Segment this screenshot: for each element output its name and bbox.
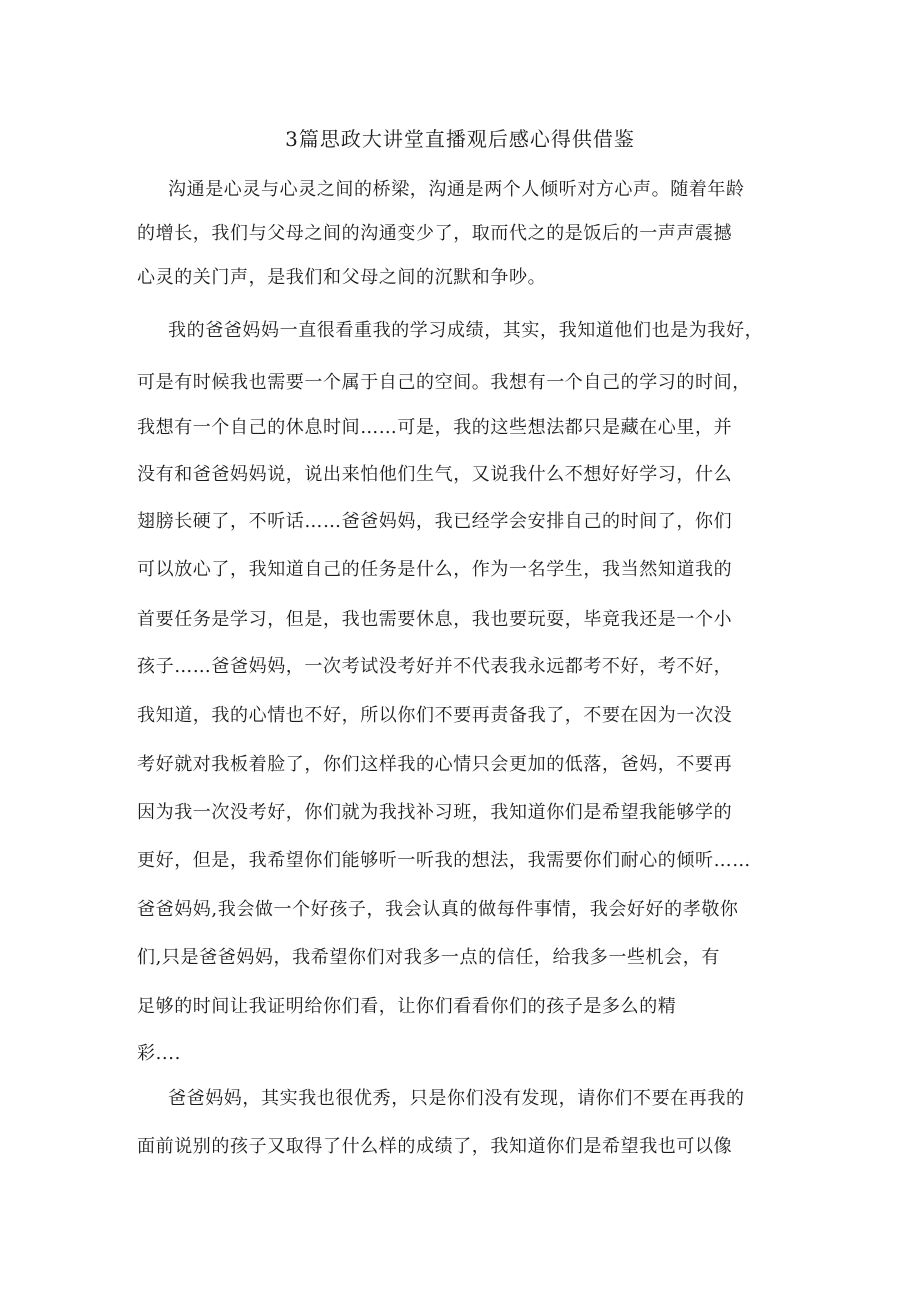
text-line: 们,只是爸爸妈妈，我希望你们对我多一点的信任，给我多一些机会，有 [137,947,720,968]
text-line: 没有和爸爸妈妈说，说出来怕他们生气，又说我什么不想好好学习，什么 [137,464,733,485]
text-line: 考好就对我板着脸了，你们这样我的心情只会更加的低落，爸妈，不要再 [137,754,733,775]
text-line: 孩子……爸爸妈妈，一次考试没考好并不代表我永远都考不好，考不好， [137,656,733,677]
text-line: 我知道，我的心情也不好，所以你们不要再责备我了，不要在因为一次没 [137,705,733,726]
text-line: 翅膀长硬了，不听话……爸爸妈妈，我已经学会安排自己的时间了，你们 [137,511,733,532]
text-line: 更好，但是，我希望你们能够听一听我的想法，我需要你们耐心的倾听…… [137,850,751,871]
text-line: 沟通是心灵与心灵之间的桥梁，沟通是两个人倾听对方心声。随着年龄 [168,179,745,200]
text-line: 我想有一个自己的休息时间……可是，我的这些想法都只是藏在心里，并 [137,417,733,438]
text-line: 我的爸爸妈妈一直很看重我的学习成绩，其实，我知道他们也是为我好， [168,320,764,341]
text-line: 爸爸妈妈,我会做一个好孩子，我会认真的做每件事情，我会好好的孝敬你 [137,899,739,920]
text-line: 足够的时间让我证明给你们看，让你们看看你们的孩子是多么的精 [137,996,677,1017]
text-line: 彩.... [137,1043,181,1064]
text-line: 可以放心了，我知道自己的任务是什么，作为一名学生，我当然知道我的 [137,559,733,580]
text-line: 因为我一次没考好，你们就为我找补习班，我知道你们是希望我能够学的 [137,802,733,823]
text-line: 首要任务是学习，但是，我也需要休息，我也要玩耍，毕竟我还是一个小 [137,609,733,630]
text-line: 心灵的关门声，是我们和父母之间的沉默和争吵。 [137,267,547,288]
text-line: 面前说别的孩子又取得了什么样的成绩了，我知道你们是希望我也可以像 [137,1136,733,1157]
text-line: 可是有时候我也需要一个属于自己的空间。我想有一个自己的学习的时间， [137,372,751,393]
text-line: 爸爸妈妈，其实我也很优秀，只是你们没有发现，请你们不要在再我的 [168,1088,745,1109]
document-title: 3篇思政大讲堂直播观后感心得供借鉴 [285,127,635,151]
text-line: 的增长，我们与父母之间的沟通变少了，取而代之的是饭后的一声声震撼 [137,223,733,244]
